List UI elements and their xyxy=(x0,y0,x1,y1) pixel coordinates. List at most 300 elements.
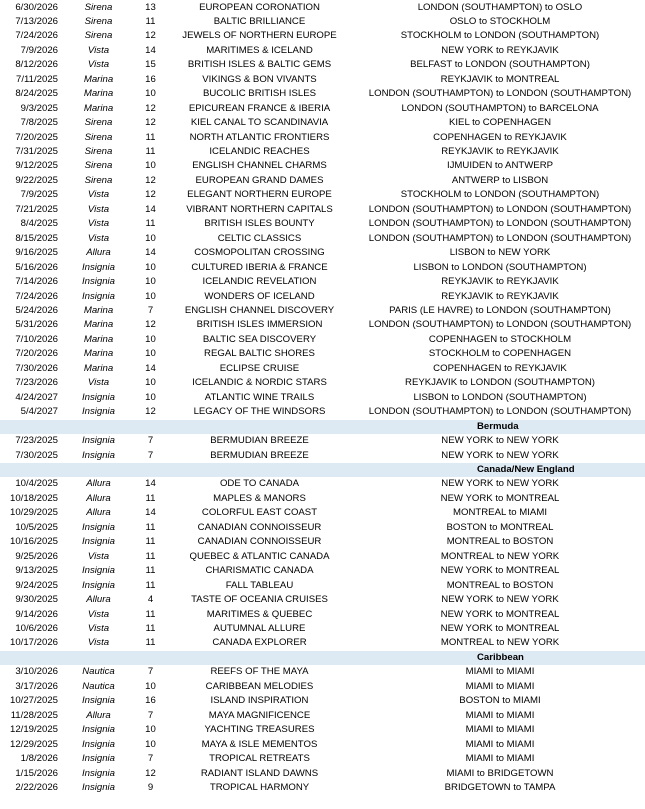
departure-date: 9/13/2025 xyxy=(15,565,58,577)
nights: 12 xyxy=(145,767,156,779)
table-row xyxy=(0,44,645,58)
departure-date: 7/30/2026 xyxy=(15,362,58,374)
table-row xyxy=(0,608,645,622)
route: NEW YORK to NEW YORK xyxy=(441,594,559,606)
voyage-name: CANADA EXPLORER xyxy=(212,637,307,649)
ship-name: Insignia xyxy=(81,565,116,577)
voyage-name: MAPLES & MANORS xyxy=(213,492,306,504)
nights: 11 xyxy=(145,218,156,230)
route: KIEL to COPENHAGEN xyxy=(448,117,551,129)
voyage-name: CANADIAN CONNOISSEUR xyxy=(197,536,322,548)
nights: 15 xyxy=(145,59,156,71)
table-row xyxy=(0,131,645,145)
departure-date: 7/20/2026 xyxy=(15,348,58,360)
ship-name: Vista xyxy=(87,189,110,201)
voyage-name: CELTIC CLASSICS xyxy=(217,232,302,244)
section-title: Caribbean xyxy=(355,651,645,665)
table-row xyxy=(0,521,645,535)
departure-date: 10/17/2026 xyxy=(9,637,58,649)
ship-name: Insignia xyxy=(81,536,116,548)
nights: 10 xyxy=(145,232,156,244)
voyage-name: MAYA & ISLE MEMENTOS xyxy=(201,738,318,750)
departure-date: 2/22/2026 xyxy=(15,781,58,793)
table-row xyxy=(0,261,645,275)
section-header-row xyxy=(0,651,645,665)
departure-date: 7/24/2026 xyxy=(15,290,58,302)
nights: 11 xyxy=(145,536,156,548)
route: LISBON to LONDON (SOUTHAMPTON) xyxy=(413,261,587,273)
route: NEW YORK to MONTREAL xyxy=(440,608,560,620)
route: NEW YORK to NEW YORK xyxy=(441,478,559,490)
departure-date: 4/24/2027 xyxy=(15,391,58,403)
table-row xyxy=(0,738,645,752)
route: ANTWERP to LISBON xyxy=(451,174,549,186)
ship-name: Allura xyxy=(86,507,111,519)
nights: 7 xyxy=(147,753,154,765)
route: LONDON (SOUTHAMPTON) to LONDON (SOUTHAMPTON) xyxy=(368,319,632,331)
voyage-name: ENGLISH CHANNEL CHARMS xyxy=(192,160,327,172)
departure-date: 10/4/2025 xyxy=(15,478,58,490)
ship-name: Marina xyxy=(83,88,114,100)
route: REYKJAVIK to REYKJAVIK xyxy=(441,276,559,288)
departure-date: 9/12/2025 xyxy=(15,160,58,172)
ship-name: Marina xyxy=(83,348,114,360)
route: MIAMI to MIAMI xyxy=(465,666,535,678)
table-row xyxy=(0,665,645,679)
ship-name: Sirena xyxy=(84,1,113,13)
voyage-name: COLORFUL EAST COAST xyxy=(201,507,318,519)
voyage-name: CANADIAN CONNOISSEUR xyxy=(197,521,322,533)
table-row xyxy=(0,145,645,159)
ship-name: Sirena xyxy=(84,131,113,143)
ship-name: Marina xyxy=(83,73,114,85)
departure-date: 12/19/2025 xyxy=(9,724,58,736)
ship-name: Marina xyxy=(83,102,114,114)
route: LONDON (SOUTHAMPTON) to LONDON (SOUTHAMPTON) xyxy=(368,218,632,230)
departure-date: 7/31/2025 xyxy=(15,146,58,158)
departure-date: 1/8/2026 xyxy=(20,753,58,765)
table-row xyxy=(0,579,645,593)
route: MIAMI to MIAMI xyxy=(465,709,535,721)
voyage-name: FALL TABLEAU xyxy=(225,579,294,591)
ship-name: Insignia xyxy=(81,276,116,288)
nights: 13 xyxy=(145,1,156,13)
nights: 11 xyxy=(145,131,156,143)
nights: 7 xyxy=(147,305,154,317)
voyage-name: BERMUDIAN BREEZE xyxy=(210,435,309,447)
route: REYKJAVIK to LONDON (SOUTHAMPTON) xyxy=(405,377,595,389)
nights: 11 xyxy=(145,565,156,577)
ship-name: Nautica xyxy=(82,680,115,692)
route: LISBON to NEW YORK xyxy=(449,247,551,259)
departure-date: 7/14/2026 xyxy=(15,276,58,288)
ship-name: Insignia xyxy=(81,738,116,750)
voyage-name: REEFS OF THE MAYA xyxy=(210,666,309,678)
nights: 7 xyxy=(147,449,154,461)
table-row xyxy=(0,29,645,43)
nights: 16 xyxy=(145,73,156,85)
nights: 14 xyxy=(145,203,156,215)
section-title: Canada/New England xyxy=(355,463,645,477)
table-row xyxy=(0,203,645,217)
table-row xyxy=(0,58,645,72)
nights: 10 xyxy=(145,738,156,750)
ship-name: Insignia xyxy=(81,406,116,418)
route: STOCKHOLM to LONDON (SOUTHAMPTON) xyxy=(400,30,600,42)
table-row xyxy=(0,694,645,708)
ship-name: Vista xyxy=(87,232,110,244)
ship-name: Insignia xyxy=(81,781,116,793)
ship-name: Insignia xyxy=(81,767,116,779)
departure-date: 9/22/2025 xyxy=(15,174,58,186)
departure-date: 9/14/2026 xyxy=(15,608,58,620)
voyage-name: NORTH ATLANTIC FRONTIERS xyxy=(189,131,330,143)
table-row xyxy=(0,232,645,246)
departure-date: 7/8/2025 xyxy=(20,117,58,129)
voyage-name: MAYA MAGNIFICENCE xyxy=(208,709,311,721)
nights: 14 xyxy=(145,362,156,374)
departure-date: 7/9/2025 xyxy=(20,189,58,201)
voyage-name: TASTE OF OCEANIA CRUISES xyxy=(191,594,328,606)
nights: 11 xyxy=(145,521,156,533)
voyage-name: KIEL CANAL TO SCANDINAVIA xyxy=(190,117,329,129)
table-row xyxy=(0,405,645,419)
table-row xyxy=(0,636,645,650)
departure-date: 5/31/2026 xyxy=(15,319,58,331)
route: NEW YORK to MONTREAL xyxy=(440,565,560,577)
nights: 10 xyxy=(145,348,156,360)
departure-date: 7/20/2025 xyxy=(15,131,58,143)
nights: 12 xyxy=(145,30,156,42)
table-row xyxy=(0,188,645,202)
ship-name: Sirena xyxy=(84,15,113,27)
route: MIAMI to MIAMI xyxy=(465,724,535,736)
nights: 14 xyxy=(145,247,156,259)
departure-date: 6/30/2026 xyxy=(15,1,58,13)
route: MONTREAL to MIAMI xyxy=(453,507,547,519)
nights: 10 xyxy=(145,680,156,692)
ship-name: Insignia xyxy=(81,521,116,533)
table-row xyxy=(0,767,645,781)
ship-name: Allura xyxy=(86,709,111,721)
nights: 11 xyxy=(145,550,156,562)
table-row xyxy=(0,680,645,694)
ship-name: Vista xyxy=(87,44,110,56)
voyage-name: ATLANTIC WINE TRAILS xyxy=(204,391,315,403)
departure-date: 5/24/2026 xyxy=(15,305,58,317)
nights: 7 xyxy=(147,435,154,447)
ship-name: Vista xyxy=(87,377,110,389)
nights: 11 xyxy=(145,637,156,649)
voyage-name: ENGLISH CHANNEL DISCOVERY xyxy=(184,305,335,317)
ship-name: Marina xyxy=(83,305,114,317)
nights: 11 xyxy=(145,492,156,504)
voyage-name: MARITIMES & QUEBEC xyxy=(206,608,313,620)
nights: 10 xyxy=(145,261,156,273)
nights: 10 xyxy=(145,724,156,736)
voyage-name: VIBRANT NORTHERN CAPITALS xyxy=(186,203,333,215)
route: COPENHAGEN to REYKJAVIK xyxy=(433,362,567,374)
departure-date: 10/18/2025 xyxy=(9,492,58,504)
route: NEW YORK to NEW YORK xyxy=(441,435,559,447)
ship-name: Vista xyxy=(87,637,110,649)
route: REYKJAVIK to REYKJAVIK xyxy=(441,146,559,158)
nights: 10 xyxy=(145,88,156,100)
voyage-name: ELEGANT NORTHERN EUROPE xyxy=(187,189,332,201)
ship-name: Vista xyxy=(87,59,110,71)
nights: 4 xyxy=(147,594,154,606)
route: OSLO to STOCKHOLM xyxy=(449,15,551,27)
table-row xyxy=(0,362,645,376)
voyage-name: ISLAND INSPIRATION xyxy=(210,695,309,707)
table-row xyxy=(0,564,645,578)
table-row xyxy=(0,159,645,173)
ship-name: Allura xyxy=(86,247,111,259)
table-row xyxy=(0,506,645,520)
route: LISBON to LONDON (SOUTHAMPTON) xyxy=(413,391,587,403)
voyage-name: BRITISH ISLES IMMERSION xyxy=(196,319,323,331)
table-row xyxy=(0,709,645,723)
route: LONDON (SOUTHAMPTON) to LONDON (SOUTHAMPTON) xyxy=(368,232,632,244)
route: LONDON (SOUTHAMPTON) to LONDON (SOUTHAMPTON) xyxy=(368,88,632,100)
route: LONDON (SOUTHAMPTON) to BARCELONA xyxy=(401,102,599,114)
nights: 11 xyxy=(145,608,156,620)
table-row xyxy=(0,376,645,390)
table-row xyxy=(0,449,645,463)
route: LONDON (SOUTHAMPTON) to LONDON (SOUTHAMPTON) xyxy=(368,406,632,418)
voyage-name: LEGACY OF THE WINDSORS xyxy=(193,406,326,418)
voyage-name: BUCOLIC BRITISH ISLES xyxy=(202,88,317,100)
ship-name: Insignia xyxy=(81,261,116,273)
ship-name: Vista xyxy=(87,550,110,562)
voyage-name: EUROPEAN CORONATION xyxy=(199,1,320,13)
ship-name: Insignia xyxy=(81,753,116,765)
departure-date: 10/5/2025 xyxy=(15,521,58,533)
departure-date: 3/10/2026 xyxy=(15,666,58,678)
voyage-name: ICELANDIC & NORDIC STARS xyxy=(192,377,327,389)
departure-date: 7/30/2025 xyxy=(15,449,58,461)
departure-date: 1/15/2026 xyxy=(15,767,58,779)
ship-name: Allura xyxy=(86,594,111,606)
ship-name: Insignia xyxy=(81,290,116,302)
table-row xyxy=(0,102,645,116)
nights: 12 xyxy=(145,406,156,418)
departure-date: 7/24/2026 xyxy=(15,30,58,42)
voyage-name: YACHTING TREASURES xyxy=(204,724,315,736)
voyage-name: CULTURED IBERIA & FRANCE xyxy=(191,261,328,273)
table-row xyxy=(0,347,645,361)
ship-name: Marina xyxy=(83,362,114,374)
route: LONDON (SOUTHAMPTON) to LONDON (SOUTHAMPTON) xyxy=(368,203,632,215)
departure-date: 9/3/2025 xyxy=(20,102,58,114)
section-title: Bermuda xyxy=(355,420,645,434)
voyage-name: BRITISH ISLES BOUNTY xyxy=(204,218,315,230)
route: BELFAST to LONDON (SOUTHAMPTON) xyxy=(410,59,590,71)
route: MIAMI to BRIDGETOWN xyxy=(446,767,554,779)
section-header-spacer xyxy=(0,651,355,665)
departure-date: 9/30/2025 xyxy=(15,594,58,606)
ship-name: Vista xyxy=(87,218,110,230)
route: REYKJAVIK to MONTREAL xyxy=(440,73,560,85)
ship-name: Marina xyxy=(83,333,114,345)
nights: 9 xyxy=(147,781,154,793)
table-row xyxy=(0,15,645,29)
ship-name: Vista xyxy=(87,622,110,634)
table-row xyxy=(0,391,645,405)
voyage-name: CHARISMATIC CANADA xyxy=(205,565,314,577)
table-row xyxy=(0,116,645,130)
route: COPENHAGEN to STOCKHOLM xyxy=(428,333,572,345)
nights: 12 xyxy=(145,117,156,129)
departure-date: 10/6/2026 xyxy=(15,622,58,634)
departure-date: 10/16/2025 xyxy=(9,536,58,548)
route: MONTREAL to NEW YORK xyxy=(440,637,560,649)
departure-date: 8/4/2025 xyxy=(20,218,58,230)
departure-date: 8/12/2026 xyxy=(15,59,58,71)
departure-date: 9/16/2025 xyxy=(15,247,58,259)
nights: 14 xyxy=(145,44,156,56)
nights: 10 xyxy=(145,160,156,172)
ship-name: Sirena xyxy=(84,117,113,129)
voyage-name: CARIBBEAN MELODIES xyxy=(205,680,314,692)
ship-name: Insignia xyxy=(81,579,116,591)
departure-date: 7/13/2026 xyxy=(15,15,58,27)
departure-date: 8/15/2025 xyxy=(15,232,58,244)
route: BOSTON to MIAMI xyxy=(459,695,541,707)
route: MIAMI to MIAMI xyxy=(465,680,535,692)
nights: 14 xyxy=(145,507,156,519)
departure-date: 7/10/2026 xyxy=(15,333,58,345)
ship-name: Insignia xyxy=(81,724,116,736)
table-row xyxy=(0,290,645,304)
table-row xyxy=(0,593,645,607)
table-row xyxy=(0,87,645,101)
nights: 10 xyxy=(145,276,156,288)
cruise-schedule-body xyxy=(0,1,645,796)
ship-name: Sirena xyxy=(84,174,113,186)
route: REYKJAVIK to REYKJAVIK xyxy=(441,290,559,302)
departure-date: 11/28/2025 xyxy=(10,709,58,721)
voyage-name: TROPICAL HARMONY xyxy=(209,781,310,793)
route: STOCKHOLM to LONDON (SOUTHAMPTON) xyxy=(400,189,600,201)
route: BOSTON to MONTREAL xyxy=(446,521,554,533)
route: IJMUIDEN to ANTWERP xyxy=(446,160,554,172)
departure-date: 10/29/2025 xyxy=(9,507,58,519)
ship-name: Allura xyxy=(86,492,111,504)
route: MONTREAL to BOSTON xyxy=(446,536,554,548)
voyage-name: ECLIPSE CRUISE xyxy=(219,362,300,374)
voyage-name: REGAL BALTIC SHORES xyxy=(204,348,315,360)
voyage-name: JEWELS OF NORTHERN EUROPE xyxy=(182,30,337,42)
route: NEW YORK to REYKJAVIK xyxy=(441,44,559,56)
voyage-name: BALTIC SEA DISCOVERY xyxy=(202,333,317,345)
departure-date: 10/27/2025 xyxy=(9,695,58,707)
voyage-name: EUROPEAN GRAND DAMES xyxy=(195,174,324,186)
departure-date: 5/4/2027 xyxy=(20,406,58,418)
route: BRIDGETOWN to TAMPA xyxy=(444,781,556,793)
route: LONDON (SOUTHAMPTON) to OSLO xyxy=(417,1,583,13)
table-row xyxy=(0,304,645,318)
nights: 12 xyxy=(145,189,156,201)
table-row xyxy=(0,723,645,737)
table-row xyxy=(0,174,645,188)
nights: 10 xyxy=(145,290,156,302)
ship-name: Insignia xyxy=(81,695,116,707)
departure-date: 7/9/2026 xyxy=(20,44,58,56)
section-header-row xyxy=(0,463,645,477)
voyage-name: TROPICAL RETREATS xyxy=(209,753,310,765)
section-header-spacer xyxy=(0,463,355,477)
voyage-name: AUTUMNAL ALLURE xyxy=(213,622,306,634)
voyage-name: EPICUREAN FRANCE & IBERIA xyxy=(188,102,331,114)
voyage-name: VIKINGS & BON VIVANTS xyxy=(202,73,317,85)
nights: 11 xyxy=(145,579,156,591)
voyage-name: BRITISH ISLES & BALTIC GEMS xyxy=(187,59,332,71)
nights: 7 xyxy=(147,666,154,678)
voyage-name: WONDERS OF ICELAND xyxy=(204,290,315,302)
voyage-name: BERMUDIAN BREEZE xyxy=(210,449,309,461)
ship-name: Insignia xyxy=(81,449,116,461)
ship-name: Vista xyxy=(87,203,110,215)
nights: 7 xyxy=(147,709,154,721)
ship-name: Sirena xyxy=(84,160,113,172)
ship-name: Sirena xyxy=(84,30,113,42)
ship-name: Allura xyxy=(86,478,111,490)
nights: 11 xyxy=(145,15,156,27)
table-row xyxy=(0,550,645,564)
route: MONTREAL to BOSTON xyxy=(446,579,554,591)
table-row xyxy=(0,1,645,15)
cruise-schedule-table xyxy=(0,1,645,796)
ship-name: Sirena xyxy=(84,146,113,158)
table-row xyxy=(0,752,645,766)
nights: 10 xyxy=(145,333,156,345)
nights: 10 xyxy=(145,391,156,403)
table-row xyxy=(0,73,645,87)
departure-date: 7/23/2025 xyxy=(15,435,58,447)
ship-name: Nautica xyxy=(82,666,115,678)
voyage-name: ODE TO CANADA xyxy=(219,478,300,490)
departure-date: 9/25/2026 xyxy=(15,550,58,562)
nights: 10 xyxy=(145,377,156,389)
table-row xyxy=(0,217,645,231)
ship-name: Vista xyxy=(87,608,110,620)
section-header-row xyxy=(0,420,645,434)
voyage-name: ICELANDIC REACHES xyxy=(209,146,310,158)
route: MIAMI to MIAMI xyxy=(465,738,535,750)
table-row xyxy=(0,318,645,332)
table-row xyxy=(0,275,645,289)
route: NEW YORK to NEW YORK xyxy=(441,449,559,461)
nights: 12 xyxy=(145,174,156,186)
ship-name: Insignia xyxy=(81,435,116,447)
departure-date: 7/23/2026 xyxy=(15,377,58,389)
table-row xyxy=(0,535,645,549)
departure-date: 9/24/2025 xyxy=(15,579,58,591)
nights: 14 xyxy=(145,478,156,490)
nights: 11 xyxy=(145,622,156,634)
departure-date: 8/24/2025 xyxy=(15,88,58,100)
table-row xyxy=(0,246,645,260)
departure-date: 7/11/2025 xyxy=(16,73,58,85)
route: NEW YORK to MONTREAL xyxy=(440,492,560,504)
departure-date: 7/21/2025 xyxy=(15,203,58,215)
ship-name: Insignia xyxy=(81,391,116,403)
table-row xyxy=(0,622,645,636)
ship-name: Marina xyxy=(83,319,114,331)
route: STOCKHOLM to COPENHAGEN xyxy=(428,348,572,360)
nights: 11 xyxy=(145,146,156,158)
